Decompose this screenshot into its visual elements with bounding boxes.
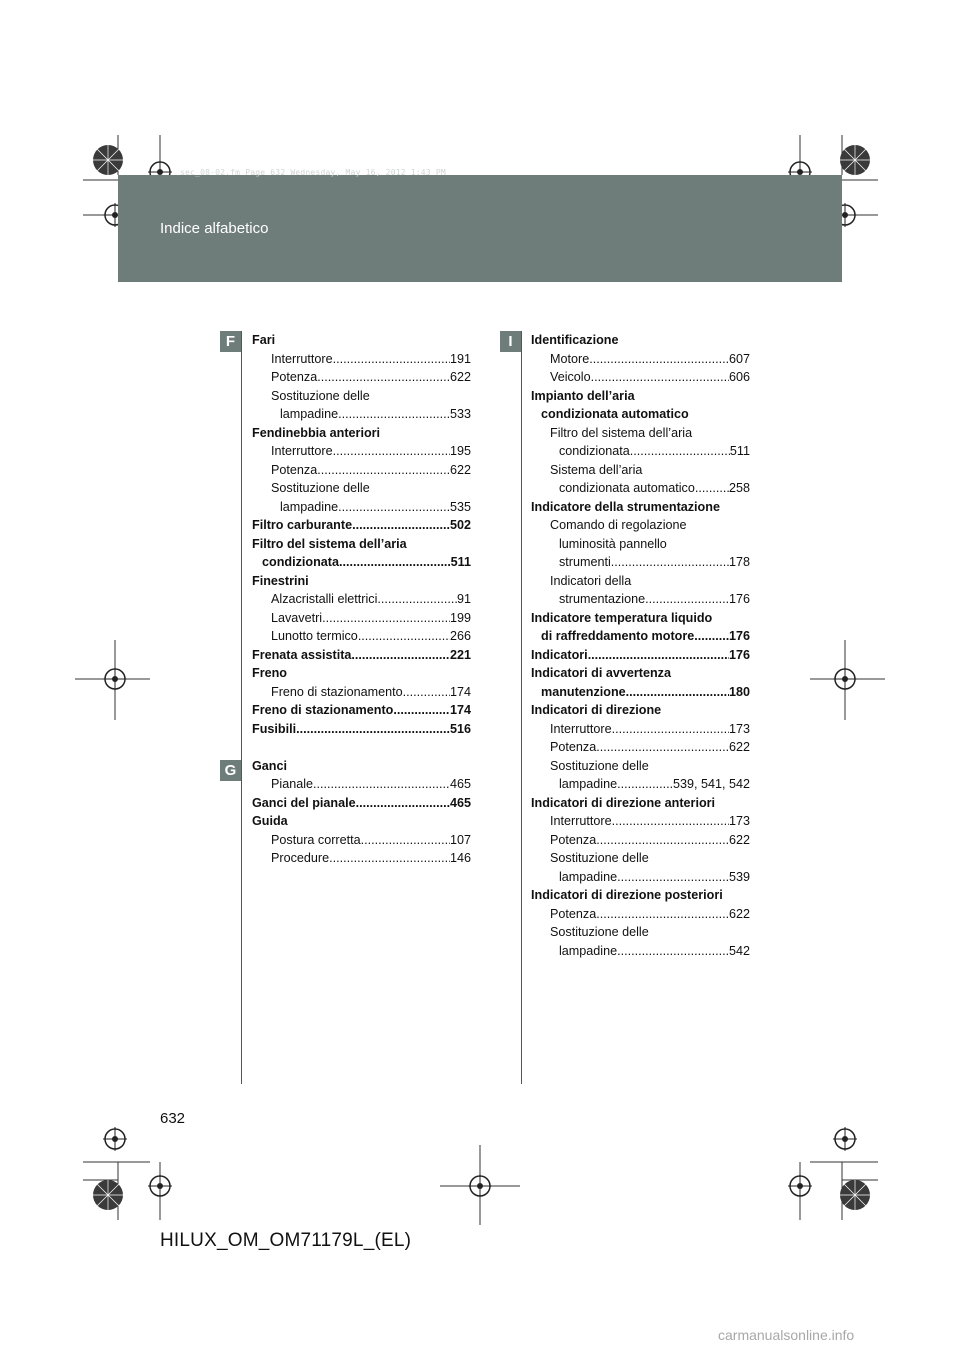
index-entry: [252, 701, 471, 720]
index-entry-page: 176: [728, 647, 750, 662]
index-entry-text: Indicatore della strumentazione: [531, 499, 720, 514]
index-entry: [252, 812, 471, 831]
leader-dots: [333, 442, 450, 461]
leader-dots: [612, 812, 729, 831]
index-entry: [531, 646, 750, 665]
index-entry-text: Sostituzione delle: [271, 388, 370, 403]
index-entry: [252, 849, 471, 868]
index-entry-page: 511: [729, 444, 750, 458]
index-entry: [531, 720, 750, 739]
index-entry: [531, 738, 750, 757]
index-entry-page: 195: [449, 444, 471, 458]
index-entry-text: Pianale: [271, 777, 314, 791]
leader-dots: [333, 350, 450, 369]
index-entry: [531, 886, 750, 905]
index-entry: [252, 683, 471, 702]
leader-dots: [352, 516, 450, 535]
index-entry-text: Postura corretta: [271, 832, 361, 847]
index-entry: [531, 535, 750, 554]
index-entry-page: 539, 541, 542: [672, 777, 750, 791]
index-entry-text: Interruttore: [271, 351, 333, 366]
leader-dots: [361, 831, 450, 850]
index-entry-text: strumenti: [559, 555, 611, 569]
index-entry-page: 107: [449, 832, 471, 847]
index-entry-page: 516: [449, 721, 471, 736]
index-entry: [531, 664, 750, 683]
index-entry-text: Interruttore: [271, 444, 333, 458]
index-entry-page: 465: [449, 777, 471, 791]
index-entry: [531, 923, 750, 942]
index-entry-text: Freno: [252, 666, 287, 680]
index-entry-text: Sostituzione delle: [550, 758, 649, 773]
leader-dots: [694, 627, 729, 646]
section-badge-f: F: [220, 331, 241, 352]
index-entry-page: 535: [449, 499, 471, 514]
index-entry-page: 180: [728, 684, 750, 699]
index-entry: [252, 424, 471, 443]
index-entry: [252, 609, 471, 628]
index-entry-page: 191: [449, 351, 471, 366]
index-entry: [531, 590, 750, 609]
index-entry-page: 622: [449, 462, 471, 477]
index-entry-text: Fusibili: [252, 721, 297, 736]
leader-dots: [612, 720, 729, 739]
index-entry-page: 173: [728, 721, 750, 736]
index-entry-text: Indicatori di direzione posteriori: [531, 888, 723, 902]
index-entry-page: 622: [728, 740, 750, 754]
index-entry: [252, 572, 471, 591]
index-entry-text: Sostituzione delle: [550, 851, 649, 865]
leader-dots: [591, 368, 729, 387]
index-entry-text: Indicatore temperatura liquido: [531, 610, 713, 625]
index-entry-text: lampadine: [280, 499, 339, 514]
leader-dots: [626, 683, 729, 702]
index-entry-page: 606: [728, 370, 750, 384]
index-entry-page: 221: [449, 647, 471, 662]
index-entry: [531, 331, 750, 350]
index-entry: [531, 368, 750, 387]
index-entry: [531, 572, 750, 591]
index-entry: [531, 479, 750, 498]
leader-dots: [596, 905, 729, 924]
index-entry-text: Potenza: [271, 370, 318, 384]
index-entry-text: Impianto dell’aria: [531, 388, 635, 403]
watermark: carmanualsonline.info: [718, 1327, 855, 1343]
index-entry-text: Filtro carburante: [252, 518, 353, 532]
leader-dots: [630, 442, 730, 461]
index-entry: [252, 479, 471, 498]
leader-dots: [356, 794, 450, 813]
index-entry-text: Interruttore: [550, 814, 612, 828]
index-entry-text: lampadine: [280, 407, 339, 421]
index-entry: [531, 350, 750, 369]
index-entry: [531, 701, 750, 720]
index-entry-text: Indicatori: [531, 647, 588, 662]
leader-dots: [317, 461, 450, 480]
index-entry-text: luminosità pannello: [559, 536, 667, 551]
index-entry-text: Comando di regolazione: [550, 518, 687, 532]
index-entry: [531, 424, 750, 443]
column-divider-left: [241, 331, 242, 1084]
index-entry: [252, 498, 471, 517]
index-entry: [252, 794, 471, 813]
index-entry: [531, 683, 750, 702]
index-entry: [531, 757, 750, 776]
index-column-right: [531, 331, 750, 960]
index-entry-text: Identificazione: [531, 333, 619, 347]
index-entry-text: Lavavetri: [271, 610, 323, 625]
index-entry: [531, 516, 750, 535]
leader-dots: [313, 775, 450, 794]
index-entry-page: 465: [449, 795, 471, 810]
document-code: HILUX_OM_OM71179L_(EL): [160, 1230, 412, 1251]
index-entry: [252, 627, 471, 646]
leader-dots: [617, 868, 729, 887]
index-entry-page: 91: [456, 592, 471, 606]
index-entry: [252, 535, 471, 554]
index-entry: [531, 831, 750, 850]
index-entry-text: Indicatori di direzione: [531, 703, 662, 717]
index-entry-text: Finestrini: [252, 573, 309, 588]
index-entry-text: di raffreddamento motore: [541, 629, 695, 643]
index-entry: [252, 461, 471, 480]
index-entry-page: 178: [728, 555, 750, 569]
index-entry-text: Lunotto termico: [271, 629, 358, 643]
leader-dots: [317, 368, 450, 387]
leader-dots: [617, 942, 729, 961]
index-entry-text: Motore: [550, 351, 590, 366]
index-entry-page: 622: [449, 370, 471, 384]
leader-dots: [403, 683, 450, 702]
index-entry-text: Potenza: [271, 462, 318, 477]
index-entry-page: 176: [728, 592, 750, 606]
leader-dots: [596, 831, 729, 850]
leader-dots: [377, 590, 457, 609]
index-entry: [252, 775, 471, 794]
index-column-left: [252, 331, 471, 868]
leader-dots: [338, 498, 450, 517]
index-entry-text: Filtro del sistema dell’aria: [252, 536, 407, 551]
leader-dots: [588, 646, 729, 665]
index-entry: [252, 664, 471, 683]
leader-dots: [329, 849, 450, 868]
index-entry-text: Sistema dell’aria: [550, 462, 643, 477]
index-entry-text: condizionata automatico: [559, 481, 695, 495]
index-entry-text: lampadine: [559, 777, 618, 791]
leader-dots: [645, 590, 729, 609]
leader-dots: [351, 646, 450, 665]
leader-dots: [358, 627, 450, 646]
index-entry-page: 176: [728, 629, 750, 643]
index-entry: [531, 849, 750, 868]
index-entry-text: lampadine: [559, 943, 618, 958]
index-entry-text: Indicatori della: [550, 573, 632, 588]
index-entry: [252, 405, 471, 424]
index-entry-text: lampadine: [559, 869, 618, 884]
index-entry: [252, 331, 471, 350]
leader-dots: [695, 479, 729, 498]
index-entry-text: Filtro del sistema dell’aria: [550, 425, 693, 440]
index-entry: [252, 442, 471, 461]
index-entry-text: condizionata automatico: [541, 407, 689, 421]
index-entry: [252, 387, 471, 406]
section-badge-g: G: [220, 760, 241, 781]
index-entry: [252, 590, 471, 609]
index-entry: [531, 627, 750, 646]
index-entry: [252, 757, 471, 776]
index-entry-text: Procedure: [271, 851, 330, 865]
index-entry-text: Ganci del pianale: [252, 795, 356, 810]
index-entry-text: condizionata: [559, 444, 630, 458]
leader-dots: [589, 350, 729, 369]
section-gap: [252, 738, 471, 757]
index-entry: [531, 553, 750, 572]
section-badge-i: I: [500, 331, 521, 352]
index-entry: [252, 553, 471, 572]
index-entry: [531, 775, 750, 794]
column-divider-right: [521, 331, 522, 1084]
index-entry-page: 607: [728, 351, 750, 366]
index-entry-text: Frenata assistita: [252, 647, 352, 662]
index-entry-page: 542: [728, 943, 750, 958]
leader-dots: [339, 553, 451, 572]
index-entry-text: Fari: [252, 333, 276, 347]
index-entry-page: 511: [450, 555, 471, 569]
header-title: Indice alfabetico: [160, 220, 269, 237]
index-entry: [531, 794, 750, 813]
index-entry-text: Indicatori di avvertenza: [531, 666, 671, 680]
index-entry: [531, 942, 750, 961]
file-info: sec_08-02.fm Page 632 Wednesday, May 16, 2012 1:43 PM: [180, 168, 446, 177]
index-entry: [252, 646, 471, 665]
leader-dots: [338, 405, 450, 424]
index-entry-text: manutenzione: [541, 684, 626, 699]
index-entry-text: Potenza: [550, 832, 597, 847]
index-entry-page: 622: [728, 832, 750, 847]
index-entry-text: Interruttore: [550, 721, 612, 736]
index-entry: [252, 350, 471, 369]
index-entry: [531, 905, 750, 924]
index-entry-text: Guida: [252, 814, 288, 828]
index-entry-page: 199: [449, 610, 471, 625]
index-entry-text: Potenza: [550, 740, 597, 754]
index-entry: [531, 461, 750, 480]
index-entry-text: Fendinebbia anteriori: [252, 425, 381, 440]
index-entry: [531, 868, 750, 887]
index-entry: [252, 831, 471, 850]
index-entry-page: 622: [728, 906, 750, 921]
index-entry-text: Alzacristalli elettrici: [271, 592, 378, 606]
index-entry: [252, 720, 471, 739]
index-entry: [531, 405, 750, 424]
index-entry: [531, 812, 750, 831]
leader-dots: [393, 701, 450, 720]
leader-dots: [296, 720, 450, 739]
leader-dots: [617, 775, 673, 794]
index-entry-text: Sostituzione delle: [271, 481, 370, 495]
leader-dots: [322, 609, 450, 628]
index-entry-text: strumentazione: [559, 592, 646, 606]
index-entry-page: 502: [449, 518, 471, 532]
index-entry: [531, 498, 750, 517]
index-entry: [252, 516, 471, 535]
index-entry: [531, 387, 750, 406]
index-entry-text: Sostituzione delle: [550, 925, 649, 939]
index-entry-text: Potenza: [550, 906, 597, 921]
index-entry-page: 173: [728, 814, 750, 828]
index-entry-page: 146: [449, 851, 471, 865]
index-entry-text: Freno di stazionamento: [271, 684, 403, 699]
index-entry: [531, 609, 750, 628]
index-entry-text: Veicolo: [550, 370, 591, 384]
index-entry-page: 533: [449, 407, 471, 421]
index-entry: [252, 368, 471, 387]
index-entry-text: Ganci: [252, 758, 287, 773]
page-number: 632: [160, 1110, 186, 1127]
index-entry: [531, 442, 750, 461]
index-entry-page: 539: [728, 869, 750, 884]
index-entry-page: 174: [449, 703, 471, 717]
index-entry-text: Indicatori di direzione anteriori: [531, 795, 716, 810]
index-entry-text: condizionata: [262, 555, 339, 569]
leader-dots: [596, 738, 729, 757]
index-entry-page: 258: [728, 481, 750, 495]
index-entry-text: Freno di stazionamento: [252, 703, 394, 717]
index-entry-page: 266: [449, 629, 471, 643]
leader-dots: [611, 553, 729, 572]
index-entry-page: 174: [449, 684, 471, 699]
